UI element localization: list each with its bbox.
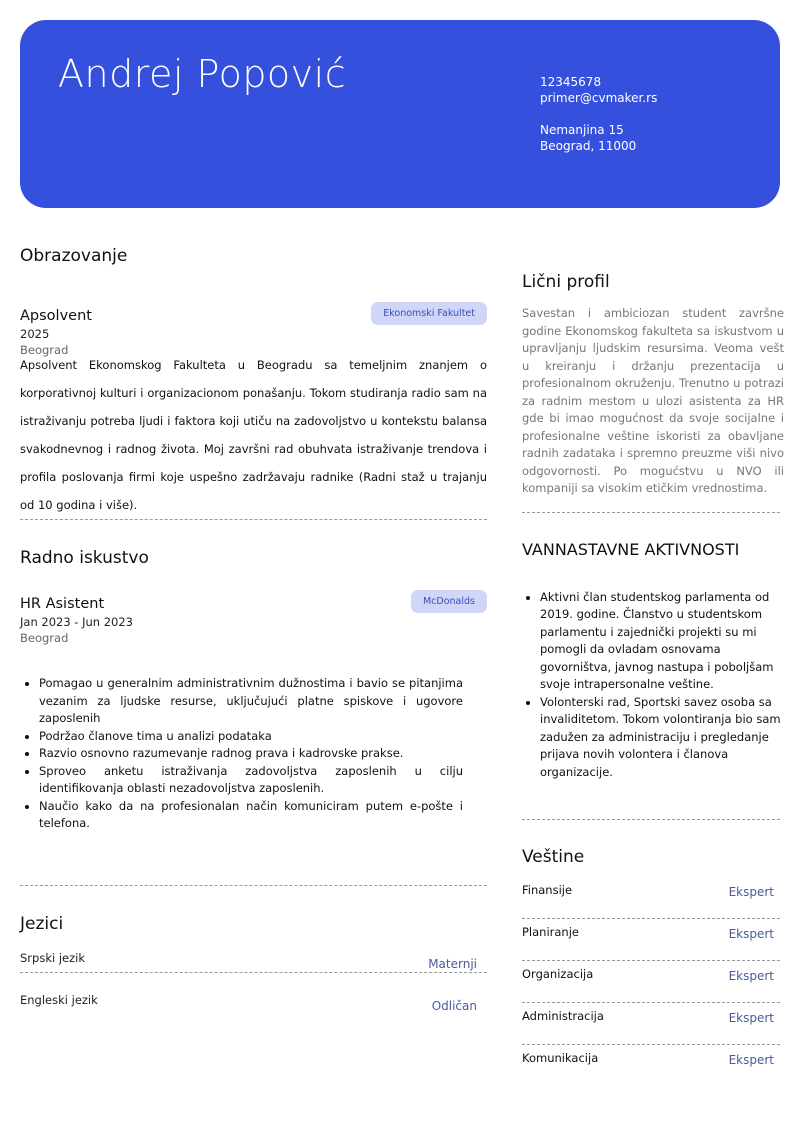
skill-name: Administracija	[522, 1009, 604, 1023]
list-item: • Podržao članove tima u analizi podataka	[39, 728, 463, 746]
left-column	[20, 246, 487, 1035]
experience-bullets	[20, 675, 463, 833]
languages-title: Jezici	[20, 913, 64, 934]
skills-section	[522, 847, 784, 1087]
address-street: Nemanjina 15	[540, 123, 624, 137]
address-city: Beograd, 11000	[540, 139, 637, 153]
list-item: • Pomagao u generalnim administrativnim dužnostima i bavio se pitanjima vezanim za ljudske resurse, uključujući platne spiskove i ugovore zaposlenih	[39, 675, 463, 728]
language-row	[20, 951, 487, 993]
language-level: Odličan	[431, 998, 477, 1013]
experience-dates: Jan 2023 - Jun 2023	[20, 615, 134, 629]
languages-list	[20, 951, 487, 1035]
list-item: • Sproveo anketu istraživanja zadovoljstva zaposlenih u cilju identifikovanja oblasti nezadovoljstva zaposlenih.	[39, 763, 463, 798]
language-name: Srpski jezik	[20, 950, 85, 965]
list-item: • Naučio kako da na profesionalan način komuniciram putem e-pošte i telefona.	[39, 798, 463, 833]
experience-entry	[20, 586, 487, 833]
language-name: Engleski jezik	[20, 992, 98, 1007]
skill-level: Ekspert	[728, 969, 774, 983]
education-title: Obrazovanje	[20, 246, 128, 266]
skill-name: Organizacija	[522, 967, 594, 981]
profile-title: Lični profil	[522, 272, 610, 292]
experience-city: Beograd	[20, 631, 69, 645]
skill-name: Planiranje	[522, 925, 579, 939]
profile-section	[522, 272, 784, 513]
profile-text: Savestan i ambiciozan student završne godine Ekonomskog fakulteta sa iskustvom u upravljanju ljudskim resursima. Veoma vešt u kreiranju i držanju prezentacija u profesionalnom okruženju. Trenutno u potrazi za radnim mestom u ulozi asistenta za HR gde bi imao mogućnost da svoje socijalne i profesionalne veštine iskoristi za obavljane radnih zadataka i spremno preuzme viši nivo odgovornosti. Po mogućstvu u NVO ili kompaniji sa visokim etičkim vrednostima.	[522, 306, 784, 495]
skills-title: Veštine	[522, 847, 585, 867]
language-row	[20, 993, 487, 1035]
skill-row	[522, 1045, 780, 1087]
experience-title: Radno iskustvo	[20, 548, 149, 568]
list-item: • Aktivni član studentskog parlamenta od 2019. godine. Članstvo u studentskom parlamentu i zajednički projekti su mi pomogli da ovladam osnovama govorništva, javnog nastupa i poboljšam svoje intrapersonalne veštine.	[540, 589, 784, 694]
skill-row	[522, 1003, 780, 1045]
degree-title: Apsolvent	[20, 308, 92, 324]
education-section	[20, 246, 487, 520]
email: primer@cvmaker.rs	[540, 91, 658, 105]
divider	[522, 512, 780, 513]
education-entry	[20, 284, 487, 519]
skill-level: Ekspert	[728, 927, 774, 941]
skill-name: Finansije	[522, 883, 573, 897]
divider	[20, 519, 487, 520]
education-description: Apsolvent Ekonomskog Fakulteta u Beogradu sa temeljnim znanjem o korporativnoj kulturi i organizacionom ponašanju. Tokom studiranja radio sam na istraživanju potreba ljudi i faktora koji utiču na zadovoljstvo u kontekstu balansa svakodnevnog i radnog života. Moj završni rad obuhvata istraživanje trendova i profila poslovanja firmi koje uspešno zadržavaju radnike (Radni staž u trajanju od 10 godina i više).	[20, 358, 487, 512]
list-item: • Volonterski rad, Sportski savez osoba sa invaliditetom. Tokom volontiranja bio sam zadužen za administraciju i pregledanje prijava novih volontera i članova organizacije.	[540, 694, 784, 782]
activities-list	[522, 589, 784, 782]
education-city: Beograd	[20, 343, 69, 357]
skill-level: Ekspert	[728, 1053, 774, 1067]
education-year: 2025	[20, 327, 50, 341]
institution-tag: Ekonomski Fakultet	[371, 302, 487, 325]
header-banner	[20, 20, 780, 208]
skill-row	[522, 919, 780, 961]
language-level: Maternji	[428, 956, 477, 971]
position-title: HR Asistent	[20, 596, 105, 612]
phone: 12345678	[540, 75, 602, 89]
contact-info	[540, 74, 657, 154]
activities-section	[522, 540, 784, 821]
divider	[522, 819, 780, 820]
skill-row	[522, 961, 780, 1003]
experience-section	[20, 548, 487, 886]
employer-tag: McDonalds	[411, 590, 487, 613]
skill-level: Ekspert	[728, 1011, 774, 1025]
divider	[20, 885, 487, 886]
person-name: Andrej Popović	[58, 52, 347, 96]
right-column	[522, 272, 784, 1087]
list-item: • Razvio osnovno razumevanje radnog prava i kadrovske prakse.	[39, 745, 463, 763]
skills-list	[522, 877, 780, 1087]
skill-row	[522, 877, 780, 919]
languages-section	[20, 914, 487, 1035]
activities-title: VANNASTAVNE AKTIVNOSTI	[522, 539, 740, 559]
divider	[20, 972, 487, 973]
skill-level: Ekspert	[728, 885, 774, 899]
skill-name: Komunikacija	[522, 1051, 599, 1065]
